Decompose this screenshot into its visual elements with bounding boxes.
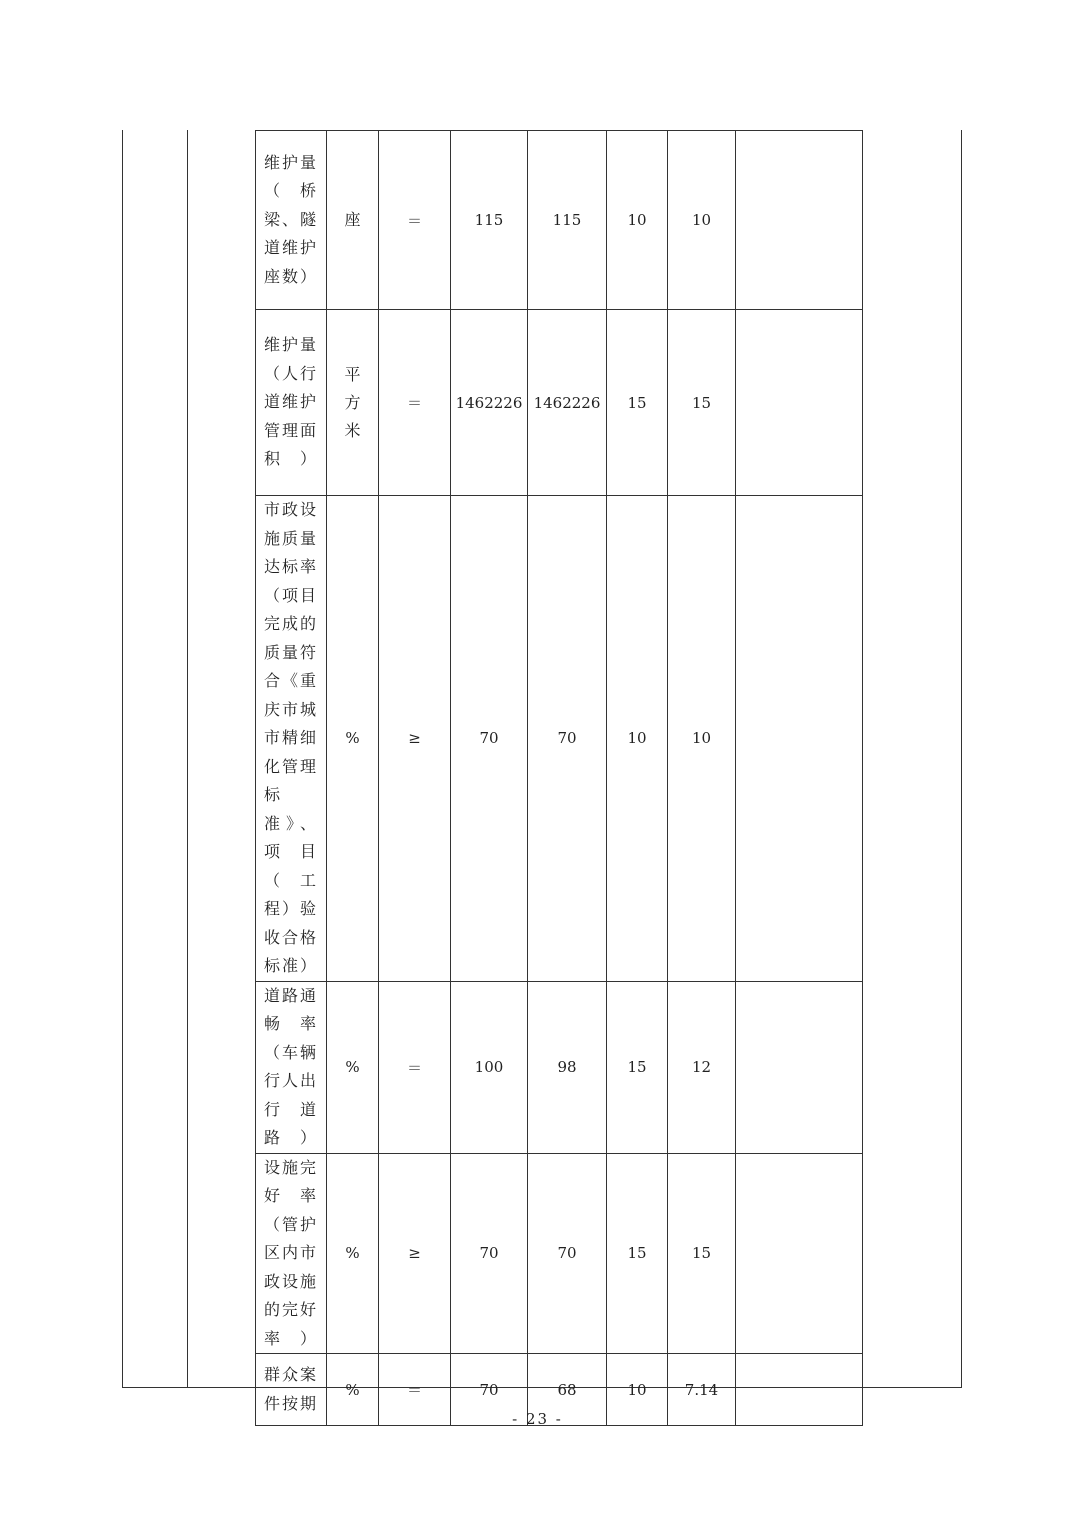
actual-cell: 115: [528, 131, 607, 310]
unit-cell: %: [327, 496, 379, 982]
target-cell: 115: [451, 131, 528, 310]
indicator-cell: 市政设施质量达标率（项目完成的质量符合《重庆市城市精细化管理标准》、项目（工程）验收合格标准）: [256, 496, 327, 982]
remark-cell: [736, 496, 863, 982]
table-row: [256, 496, 863, 982]
score-cell: 10: [668, 496, 736, 982]
weight-cell: 10: [607, 1354, 668, 1426]
score-cell: 15: [668, 310, 736, 496]
indicator-cell: 群众案件按期: [256, 1354, 327, 1426]
remark-cell: [736, 1153, 863, 1354]
weight-cell: 10: [607, 131, 668, 310]
table-border-col1: [187, 130, 188, 1388]
page-number: - 23 -: [512, 1410, 563, 1428]
table-row: [256, 310, 863, 496]
unit-cell: %: [327, 981, 379, 1153]
unit-cell: 座: [327, 131, 379, 310]
table-border-left: [122, 130, 123, 1388]
target-cell: 70: [451, 496, 528, 982]
table-row: [256, 131, 863, 310]
operator-cell: ≥: [379, 1153, 451, 1354]
remark-cell: [736, 131, 863, 310]
indicator-cell: 设施完好率（管护区内市政设施的完好率）: [256, 1153, 327, 1354]
weight-cell: 10: [607, 496, 668, 982]
operator-cell: ＝: [379, 981, 451, 1153]
score-cell: 10: [668, 131, 736, 310]
weight-cell: 15: [607, 310, 668, 496]
weight-cell: 15: [607, 1153, 668, 1354]
table-row: [256, 981, 863, 1153]
actual-cell: 1462226: [528, 310, 607, 496]
actual-cell: 70: [528, 1153, 607, 1354]
actual-cell: 68: [528, 1354, 607, 1426]
operator-cell: ＝: [379, 131, 451, 310]
remark-cell: [736, 310, 863, 496]
table-border-right: [961, 130, 962, 1388]
target-cell: 70: [451, 1354, 528, 1426]
indicator-cell: 道路通畅率（车辆行人出行道路）: [256, 981, 327, 1153]
actual-cell: 98: [528, 981, 607, 1153]
score-cell: 15: [668, 1153, 736, 1354]
score-cell: 12: [668, 981, 736, 1153]
weight-cell: 15: [607, 981, 668, 1153]
remark-cell: [736, 981, 863, 1153]
unit-cell: %: [327, 1354, 379, 1426]
actual-cell: 70: [528, 496, 607, 982]
operator-cell: ＝: [379, 1354, 451, 1426]
indicator-cell: 维护量（桥梁、隧道维护座数）: [256, 131, 327, 310]
target-cell: 100: [451, 981, 528, 1153]
unit-cell: %: [327, 1153, 379, 1354]
unit-cell: 平方米: [327, 310, 379, 496]
operator-cell: ＝: [379, 310, 451, 496]
score-cell: 7.14: [668, 1354, 736, 1426]
target-cell: 70: [451, 1153, 528, 1354]
indicator-cell: 维护量（人行道维护管理面积）: [256, 310, 327, 496]
operator-cell: ≥: [379, 496, 451, 982]
performance-table: [255, 130, 863, 1426]
table-row: [256, 1153, 863, 1354]
target-cell: 1462226: [451, 310, 528, 496]
